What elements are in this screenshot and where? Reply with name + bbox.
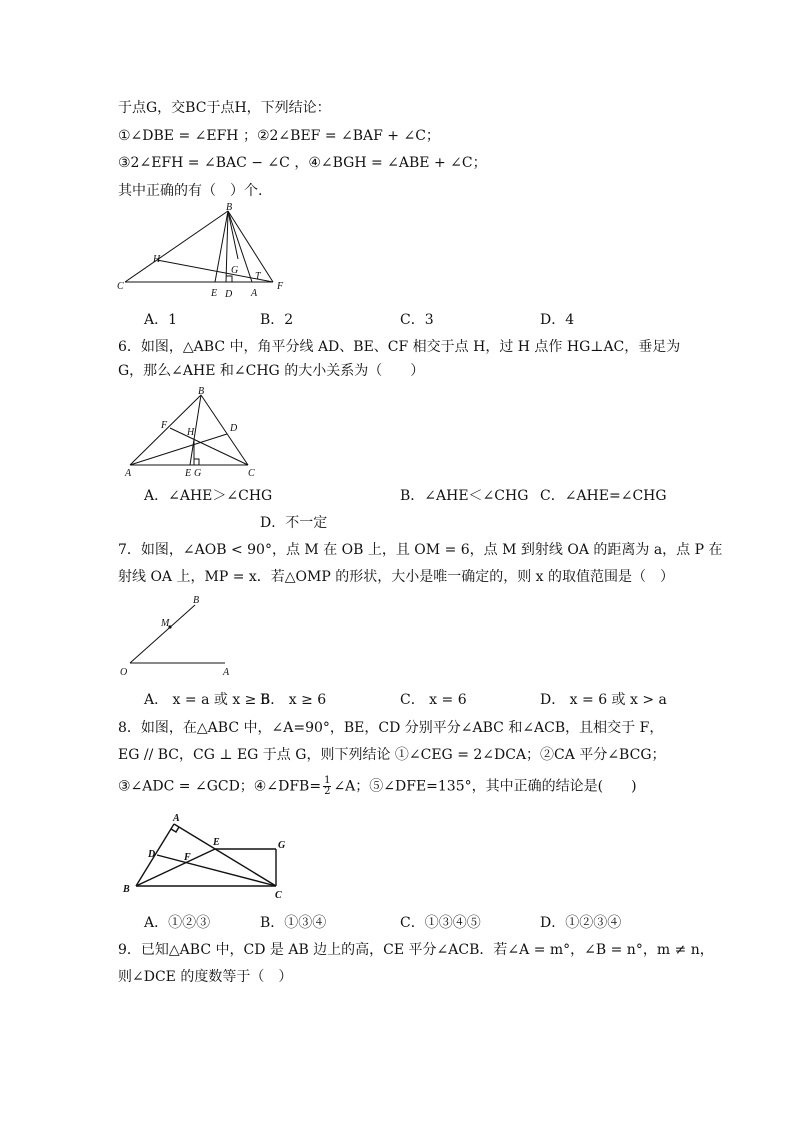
q8-line-3 (118, 776, 637, 797)
q8-line-3-end: ∠A；⑤∠DFE=135°，其中正确的结论是( ) (333, 778, 637, 795)
q6-option-a[interactable]: A．∠AHE＞∠CHG (144, 488, 273, 504)
q7-option-b[interactable]: B． x ≥ 6 (260, 692, 327, 708)
q6-label-g: G (194, 468, 202, 479)
q5-option-b[interactable]: B．2 (260, 312, 294, 328)
q5-line-3: ③2∠EFH = ∠BAC − ∠C ，④∠BGH = ∠ABE + ∠C； (118, 155, 487, 171)
q6-label-f: F (161, 420, 168, 431)
q7-label-m: M (161, 618, 170, 629)
q5-line-1: 于点G，交BC于点H，下列结论： (118, 100, 331, 116)
q9-line-2: 则∠DCE 的度数等于（ ） (118, 969, 293, 985)
q8-label-d: D (148, 849, 156, 860)
q6-line-2: G，那么∠AHE 和∠CHG 的大小关系为（ ） (118, 363, 425, 379)
q7-option-c[interactable]: C． x = 6 (400, 692, 467, 708)
q8-fraction-den: 2 (324, 786, 331, 797)
q6-option-d[interactable]: D．不一定 (260, 515, 328, 531)
q5-label-h: H (153, 254, 161, 265)
q5-label-g: G (231, 265, 239, 276)
q7-line-2: 射线 OA 上，MP = x．若△OMP 的形状，大小是唯一确定的，则 x 的取值范围是（ ） (118, 569, 675, 585)
q8-option-d[interactable]: D．①②③④ (540, 915, 622, 931)
q7-label-a: A (223, 667, 230, 678)
q6-label-e: E (185, 468, 192, 479)
q7-line-1: 7．如图，∠AOB < 90°，点 M 在 OB 上，且 OM = 6，点 M 到射线 OA 的距离为 a，点 P 在 (118, 542, 723, 558)
q7-label-b: B (193, 595, 200, 606)
q8-line-1: 8．如图，在△ABC 中，∠A=90°，BE，CD 分别平分∠ABC 和∠ACB，且相交于 F， (118, 720, 664, 736)
q8-option-b[interactable]: B．①③④ (260, 915, 327, 931)
q8-fraction (323, 776, 331, 797)
q7-option-d[interactable]: D． x = 6 或 x > a (540, 692, 667, 708)
q6-label-b: B (198, 386, 205, 397)
q8-line-2: EG // BC，CG ⊥ EG 于点 G，则下列结论 ①∠CEG = 2∠DCA；②CA 平分∠BCG； (118, 747, 666, 763)
q8-label-f: F (184, 852, 191, 863)
q6-label-h: H (187, 427, 195, 438)
q5-option-a[interactable]: A．1 (144, 312, 178, 328)
q8-figure (118, 808, 303, 907)
q8-label-c: C (275, 890, 282, 901)
q5-label-e: E (211, 288, 218, 299)
q5-option-c[interactable]: C．3 (400, 312, 434, 328)
q5-label-a: A (251, 288, 258, 299)
q5-option-d[interactable]: D．4 (540, 312, 575, 328)
q8-label-b: B (123, 884, 130, 895)
q8-label-g: G (278, 840, 286, 851)
q6-figure (120, 385, 265, 484)
q8-option-c[interactable]: C．①③④⑤ (400, 915, 481, 931)
q5-label-b: B (226, 203, 233, 213)
q7-figure (115, 593, 245, 687)
q6-option-c[interactable]: C．∠AHE=∠CHG (540, 488, 667, 504)
q8-option-a[interactable]: A．①②③ (144, 915, 211, 931)
q5-label-f: F (277, 281, 284, 292)
q9-line-1: 9．已知△ABC 中，CD 是 AB 边上的高，CE 平分∠ACB．若∠A = m°，∠B = n°，m ≠ n， (118, 942, 714, 958)
q5-line-2: ①∠DBE = ∠EFH ；②2∠BEF = ∠BAF + ∠C； (118, 128, 440, 144)
q5-figure (115, 203, 295, 307)
q5-label-c: C (117, 281, 124, 292)
q8-label-a: A (173, 813, 180, 824)
q7-label-o: O (120, 667, 128, 678)
q8-line-3-start: ③∠ADC = ∠GCD；④∠DFB= (118, 778, 322, 795)
q5-label-t: T (255, 271, 261, 282)
q7-option-a[interactable]: A． x = a 或 x ≥ 6 (144, 692, 270, 708)
q5-label-d: D (225, 289, 233, 300)
q5-line-4: 其中正确的有（ ）个. (118, 183, 263, 199)
q8-label-e: E (213, 837, 220, 848)
q6-label-c: C (248, 468, 255, 479)
q6-line-1: 6．如图，△ABC 中，角平分线 AD、BE、CF 相交于点 H，过 H 点作 HG⊥AC，垂足为 (118, 339, 681, 355)
q6-option-b[interactable]: B．∠AHE＜∠CHG (400, 488, 529, 504)
q6-label-d: D (230, 423, 238, 434)
q6-label-a: A (125, 468, 132, 479)
q8-fraction-num: 1 (324, 775, 331, 786)
